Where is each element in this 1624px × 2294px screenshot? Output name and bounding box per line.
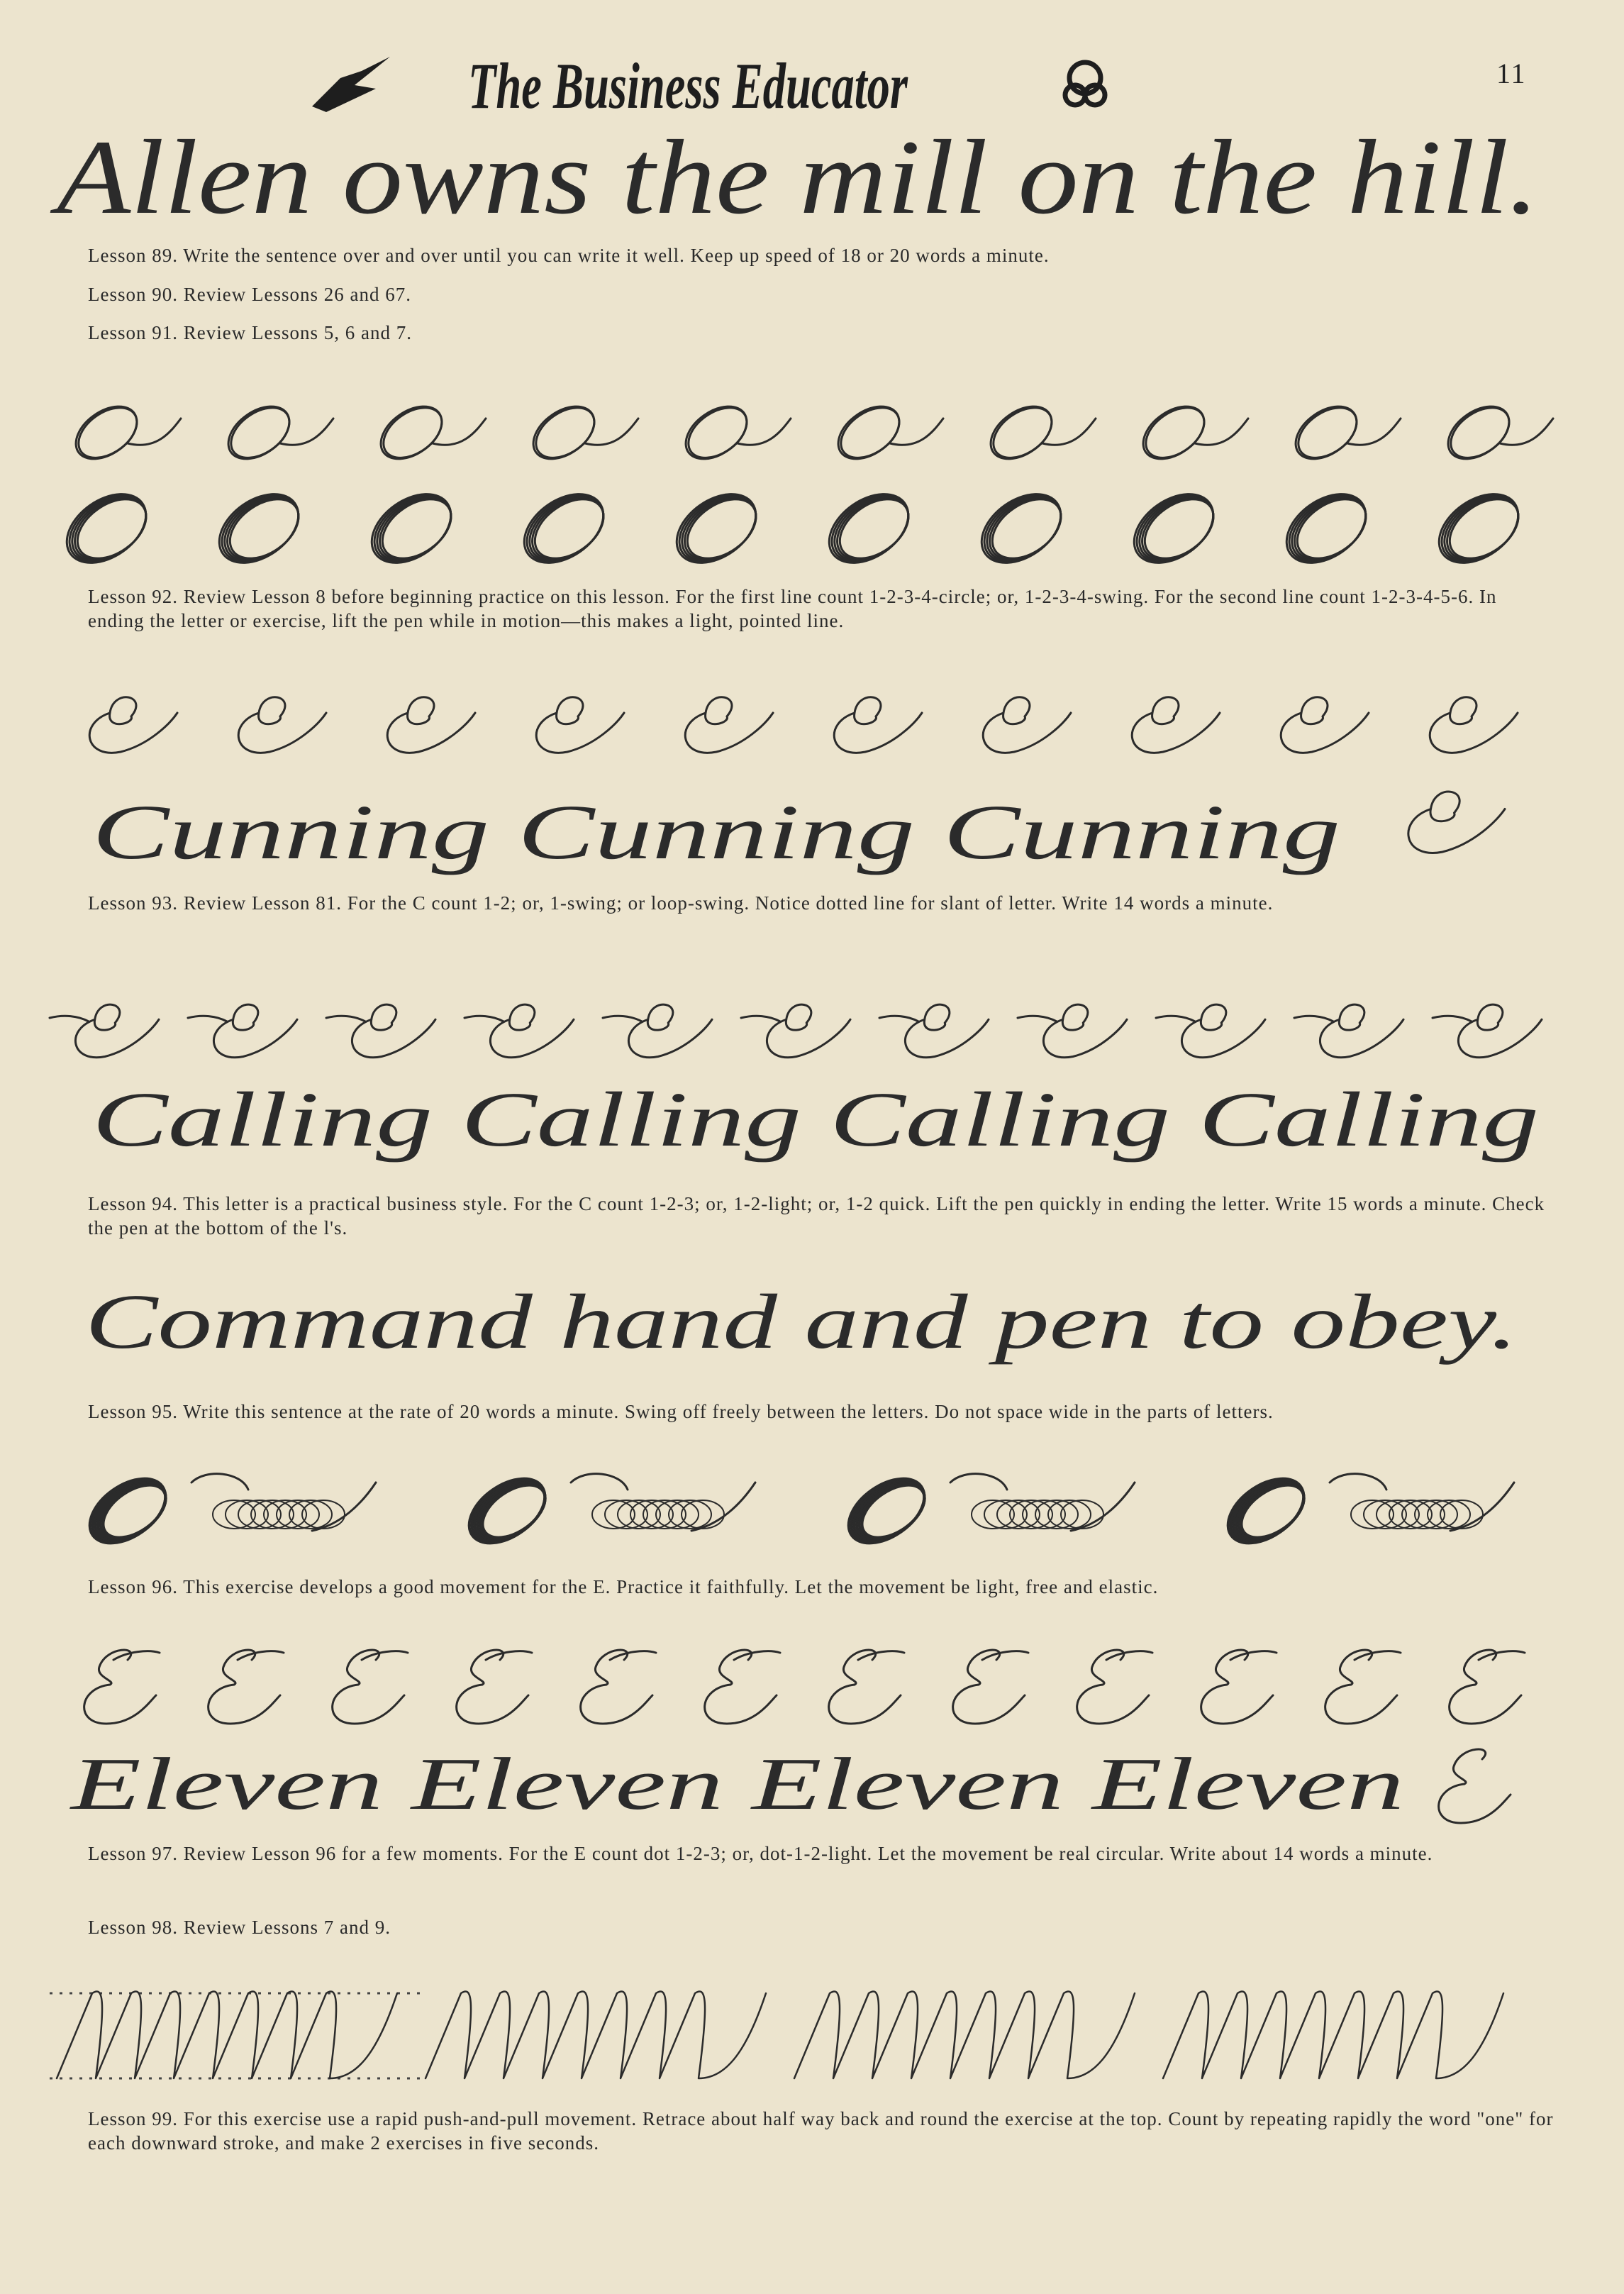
calling-word: Calling (461, 1076, 801, 1163)
lesson-96-caption: Lesson 96. This exercise develops a good movement for the E. Practice it faithfully. Let the movement be light, free and elastic. (88, 1576, 1159, 1597)
business-c-letter (1433, 1004, 1542, 1058)
large-o-oval (664, 480, 768, 575)
lesson-94-caption: Lesson 94. This letter is a practical business style. For the C count 1-2-3; or, 1-2-light; or, 1-2 quick. Lift the pen quickly in ending the letter. Write 15 words a minute. Check the pen at the bottom of the l's. (88, 1193, 1545, 1239)
large-o-oval (359, 480, 463, 575)
e-letter (953, 1650, 1028, 1724)
e-letter (829, 1650, 904, 1724)
push-pull-drill (794, 1991, 1135, 2078)
e-letter (208, 1650, 284, 1724)
small-o-letter (1286, 396, 1366, 470)
large-o-oval (1426, 480, 1530, 575)
page-number: 11 (1496, 57, 1527, 89)
cunning-word: Cunning (943, 789, 1340, 875)
c-letter (387, 697, 475, 753)
compact-oval-drill (950, 1474, 1135, 1531)
c-letter (536, 697, 624, 753)
business-c-letter (603, 1004, 712, 1058)
script-sentence-95 (0, 1270, 1624, 1397)
eleven-word: Eleven (408, 1742, 723, 1825)
push-pull-drill (1163, 1991, 1503, 2078)
small-o-letter (981, 396, 1061, 470)
calling-word: Calling (1198, 1076, 1539, 1163)
e-oval-drill (457, 1465, 557, 1556)
push-pull-drill (426, 1991, 766, 2078)
calling-exercise (0, 972, 1624, 1185)
small-o-letter (828, 396, 908, 470)
large-o-oval (1121, 480, 1225, 575)
lesson-89-caption: Lesson 89. Write the sentence over and over until you can write it well. Keep up speed of 18 or 20 words a minute. (88, 245, 1050, 266)
e-letter (1077, 1650, 1152, 1724)
large-o-oval (1274, 480, 1378, 575)
small-o-letter (1133, 396, 1213, 470)
o-drill-exercise (0, 376, 1624, 575)
business-c-letter (50, 1004, 159, 1058)
business-c-letter (188, 1004, 297, 1058)
c-letter (238, 697, 326, 753)
masthead-logo (312, 28, 1149, 135)
e-letter (1439, 1749, 1511, 1823)
compact-oval-drill (191, 1474, 376, 1531)
lesson-97-caption: Lesson 97. Review Lesson 96 for a few moments. For the E count dot 1-2-3; or, dot-1-2-light. Let the movement be real circular. Write about 14 words a minute. (88, 1843, 1433, 1864)
e-oval-drill (837, 1465, 936, 1556)
lesson-90-caption: Lesson 90. Review Lessons 26 and 67. (88, 284, 411, 305)
e-letter (1201, 1650, 1277, 1724)
calling-word: Calling (830, 1076, 1170, 1163)
script-text: Command hand and pen to obey. (85, 1278, 1518, 1365)
compact-oval-drill (1330, 1474, 1514, 1531)
small-o-letter (371, 396, 451, 470)
masthead (312, 28, 1149, 135)
ornament-icon (1065, 62, 1105, 105)
e-letter (581, 1650, 656, 1724)
lesson-99-caption: Lesson 99. For this exercise use a rapid push-and-pull movement. Retrace about half way back and round the exercise at the top. Count by repeating rapidly the word "one" for each downward stroke, and make 2 exercises in five seconds. (88, 2108, 1554, 2154)
business-c-letter (741, 1004, 850, 1058)
business-c-letter (879, 1004, 989, 1058)
eleven-exercise (0, 1631, 1624, 1844)
large-o-oval (816, 480, 921, 575)
large-o-oval (969, 480, 1073, 575)
e-letter (1450, 1650, 1525, 1724)
c-letter (1132, 697, 1220, 753)
lesson-95-caption: Lesson 95. Write this sentence at the rate of 20 words a minute. Swing off freely between the letters. Do not space wide in the parts of letters. (88, 1401, 1274, 1422)
quill-icon (312, 57, 390, 112)
lesson-98-caption: Lesson 98. Review Lessons 7 and 9. (88, 1917, 391, 1938)
small-o-letter (1438, 396, 1518, 470)
c-letter (1408, 792, 1505, 853)
business-c-letter (465, 1004, 574, 1058)
c-letter (89, 697, 177, 753)
business-c-letter (1018, 1004, 1127, 1058)
push-pull-exercise (0, 1972, 1624, 2100)
script-text: Allen owns the mill on the hill. (49, 128, 1540, 236)
e-letter (1325, 1650, 1401, 1724)
script-sentence-89 (0, 128, 1624, 241)
large-o-oval (511, 480, 616, 575)
e-oval-drill (78, 1465, 177, 1556)
small-o-letter (523, 396, 604, 470)
c-letter (834, 697, 922, 753)
calling-word: Calling (92, 1076, 433, 1163)
lesson-93-caption: Lesson 93. Review Lesson 81. For the C count 1-2; or, 1-swing; or loop-swing. Notice dotted line for slant of letter. Write 14 words a minute. (88, 892, 1274, 914)
c-letter (685, 697, 773, 753)
c-letter (983, 697, 1071, 753)
c-drill-exercise (0, 667, 1624, 887)
c-letter (1281, 697, 1369, 753)
c-letter (1430, 697, 1518, 753)
e-letter (333, 1650, 408, 1724)
e-movement-exercise (0, 1447, 1624, 1568)
business-c-letter (326, 1004, 435, 1058)
business-c-letter (1294, 1004, 1403, 1058)
cunning-word: Cunning (518, 789, 915, 875)
masthead-title: The Business Educator (468, 50, 908, 122)
business-c-letter (1156, 1004, 1265, 1058)
e-oval-drill (1216, 1465, 1316, 1556)
e-letter (705, 1650, 780, 1724)
small-o-letter (218, 396, 299, 470)
guide-line (50, 1993, 426, 2078)
eleven-word: Eleven (1089, 1742, 1404, 1825)
eleven-word: Eleven (749, 1742, 1064, 1825)
push-pull-drill (57, 1991, 397, 2078)
large-o-oval (54, 480, 158, 575)
compact-oval-drill (571, 1474, 755, 1531)
lesson-92-caption: Lesson 92. Review Lesson 8 before beginning practice on this lesson. For the first line count 1-2-3-4-circle; or, 1-2-3-4-swing. For the second line count 1-2-3-4-5-6. In ending the letter or exercise, lift the pen while in motion—this makes a light, pointed line. (88, 586, 1497, 631)
lesson-91-caption: Lesson 91. Review Lessons 5, 6 and 7. (88, 322, 412, 343)
large-o-oval (206, 480, 311, 575)
small-o-letter (676, 396, 756, 470)
cunning-word: Cunning (92, 789, 489, 875)
eleven-word: Eleven (68, 1742, 383, 1825)
small-o-letter (66, 396, 146, 470)
e-letter (84, 1650, 160, 1724)
e-letter (457, 1650, 532, 1724)
